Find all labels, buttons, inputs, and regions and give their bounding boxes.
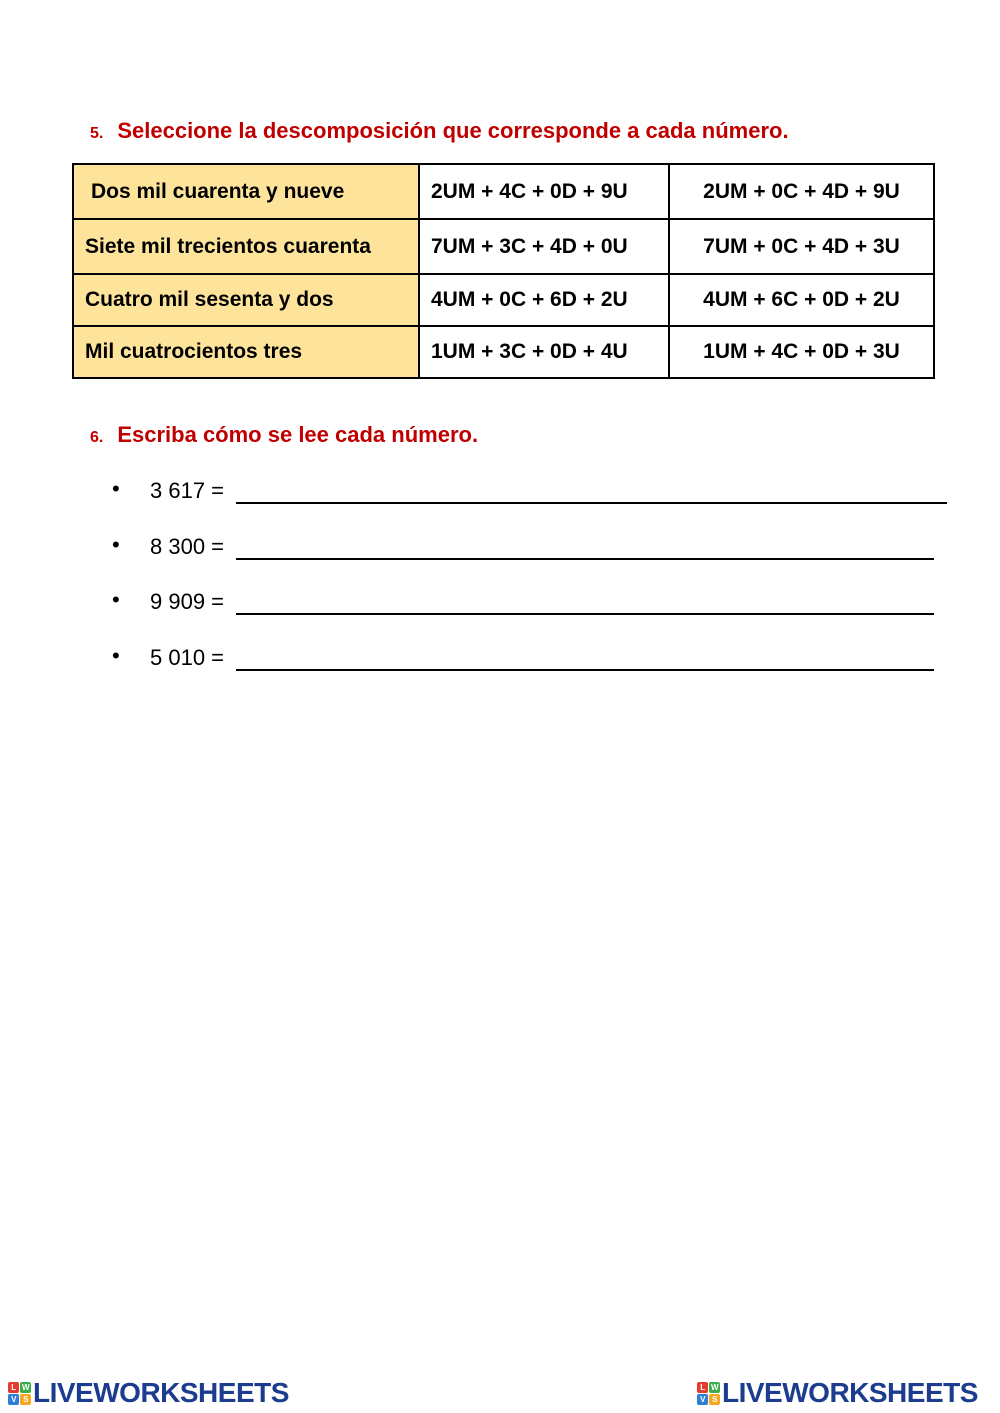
question-5-title (90, 118, 789, 144)
number-text-cell: Cuatro mil sesenta y dos (73, 274, 419, 326)
question-5-number: 5. (90, 125, 104, 142)
logo-tile: S (20, 1394, 31, 1405)
question-5-text: Seleccione la descomposición que corresponde a cada número. (117, 118, 789, 143)
number-label: 9 909 = (150, 589, 225, 614)
bullet-icon: • (112, 476, 120, 501)
answer-field-3617[interactable] (236, 476, 947, 504)
brand-text: LIVEWORKSHEETS (33, 1377, 289, 1408)
number-text-cell: Siete mil trecientos cuarenta (73, 219, 419, 274)
bullet-icon: • (112, 587, 120, 612)
brand-text: LIVEWORKSHEETS (722, 1377, 978, 1408)
liveworksheets-logo-left (8, 1377, 289, 1409)
number-text-cell: Mil cuatrocientos tres (73, 326, 419, 378)
decomposition-table (72, 163, 935, 379)
option-b-cell[interactable]: 4UM + 6C + 0D + 2U (669, 274, 934, 326)
list-item (112, 583, 952, 639)
option-a-cell[interactable]: 1UM + 3C + 0D + 4U (419, 326, 669, 378)
list-item (112, 528, 952, 584)
table-row (73, 219, 934, 274)
answer-field-9909[interactable] (236, 587, 934, 615)
list-item (112, 639, 952, 695)
liveworksheets-logo-right (697, 1377, 978, 1409)
list-item (112, 472, 952, 528)
option-b-cell[interactable]: 1UM + 4C + 0D + 3U (669, 326, 934, 378)
liveworksheets-logo-icon (8, 1382, 31, 1405)
logo-tile: V (697, 1394, 708, 1405)
logo-tile: L (697, 1382, 708, 1393)
number-text-cell: Dos mil cuarenta y nueve (73, 164, 419, 219)
table-row (73, 274, 934, 326)
number-reading-list (112, 472, 952, 694)
logo-tile: L (8, 1382, 19, 1393)
number-label: 5 010 = (150, 644, 225, 670)
option-b-cell[interactable]: 2UM + 0C + 4D + 9U (669, 164, 934, 219)
question-6-title (90, 422, 478, 448)
question-6-number: 6. (90, 429, 104, 446)
question-6-text: Escriba cómo se lee cada número. (117, 422, 479, 447)
table-row (73, 326, 934, 378)
bullet-icon: • (112, 642, 120, 668)
option-a-cell[interactable]: 2UM + 4C + 0D + 9U (419, 164, 669, 219)
logo-tile: W (710, 1382, 719, 1392)
logo-tile: W (21, 1382, 30, 1392)
option-a-cell[interactable]: 4UM + 0C + 6D + 2U (419, 274, 669, 326)
liveworksheets-logo-icon (697, 1382, 720, 1405)
logo-tile: S (709, 1394, 720, 1405)
logo-tile: V (8, 1394, 19, 1405)
option-a-cell[interactable]: 7UM + 3C + 4D + 0U (419, 219, 669, 274)
number-label: 3 617 = (150, 478, 225, 503)
answer-field-5010[interactable] (236, 643, 934, 671)
option-b-cell[interactable]: 7UM + 0C + 4D + 3U (669, 219, 934, 274)
number-label: 8 300 = (150, 533, 225, 559)
answer-field-8300[interactable] (236, 532, 934, 560)
table-row (73, 164, 934, 219)
bullet-icon: • (112, 531, 120, 557)
